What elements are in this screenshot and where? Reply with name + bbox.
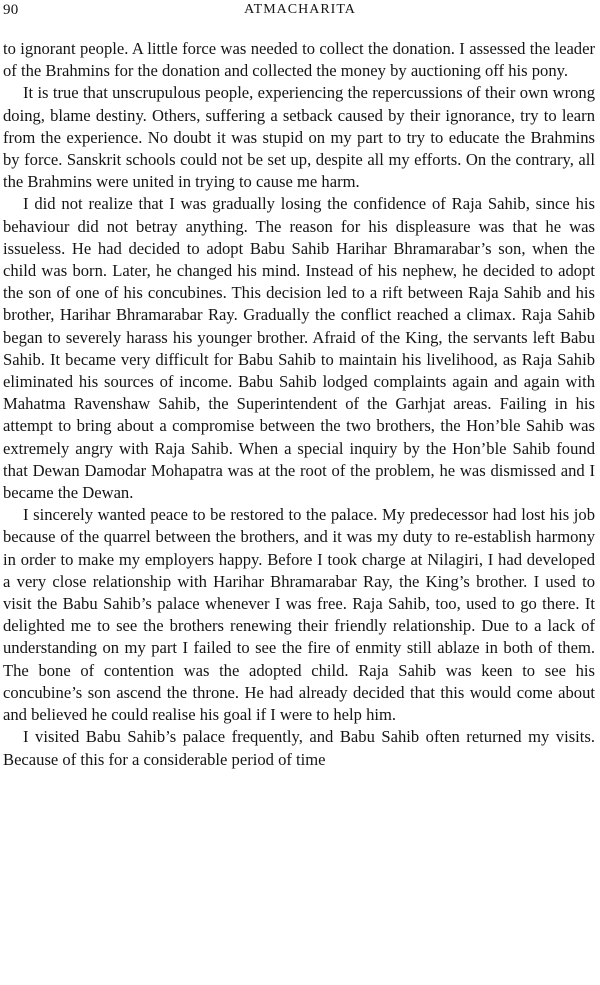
- paragraph-destiny: It is true that unscrupulous people, experiencing the repercussions of their own wrong doing, blame destiny. Others, suffering a setback caused by their ignorance, try to learn from the experience. No doubt it was stupid on my part to try to educate the Brahmins by force. Sanskrit schools could not be set up, despite all my efforts. On the contrary, all the Brahmins were united in trying to cause me harm.: [3, 83, 595, 192]
- paragraph-continuation: to ignorant people. A little force was needed to collect the donation. I assessed the leader of the Brahmins for the donation and collected the money by auctioning off his pony.: [3, 39, 595, 81]
- running-title: ATMACHARITA: [244, 2, 356, 17]
- paragraph-visits: I visited Babu Sahib’s palace frequently, and Babu Sahib often returned my visits. Because of this for a considerable period of time: [3, 727, 595, 769]
- paragraph-peace: I sincerely wanted peace to be restored to the palace. My predecessor had lost his job because of the quarrel between the brothers, and it was my duty to re-establish harmony in order to make my employers happy. Before I took charge at Nilagiri, I had developed a very close relationship with Harihar Bhramarabar Ray, the King’s brother. I used to visit the Babu Sahib’s palace whenever I was free. Raja Sahib, too, used to go there. It delighted me to see the brothers renewing their friendly relationship. Due to a lack of understanding on my part I failed to see the fire of enmity still ablaze in both of them. The bone of contention was the adopted child. Raja Sahib was keen to see his concubine’s son ascend the throne. He had already decided that this would come about and believed he could realise his goal if I were to help him.: [3, 505, 595, 725]
- page-number: 90: [3, 2, 19, 18]
- page-header: [0, 0, 600, 28]
- paragraph-raja-sahib: I did not realize that I was gradually losing the confidence of Raja Sahib, since his behaviour did not betray anything. The reason for his displeasure was that he was issueless. He had decided to adopt Babu Sahib Harihar Bhramarabar’s son, when the child was born. Later, he changed his mind. Instead of his nephew, he decided to adopt the son of one of his concubines. This decision led to a rift between Raja Sahib and his brother, Harihar Bhramarabar Ray. Gradually the conflict reached a climax. Raja Sahib began to severely harass his younger brother. Afraid of the King, the servants left Babu Sahib. It became very difficult for Babu Sahib to maintain his livelihood, as Raja Sahib eliminated his sources of income. Babu Sahib lodged complaints again and again with Mahatma Ravenshaw Sahib, the Superintendent of the Garhjat areas. Failing in his attempt to bring about a compromise between the two brothers, the Hon’ble Sahib was extremely angry with Raja Sahib. When a special inquiry by the Hon’ble Sahib found that Dewan Damodar Mohapatra was at the root of the problem, he was dismissed and I became the Dewan.: [3, 194, 595, 503]
- body-text: [3, 38, 595, 771]
